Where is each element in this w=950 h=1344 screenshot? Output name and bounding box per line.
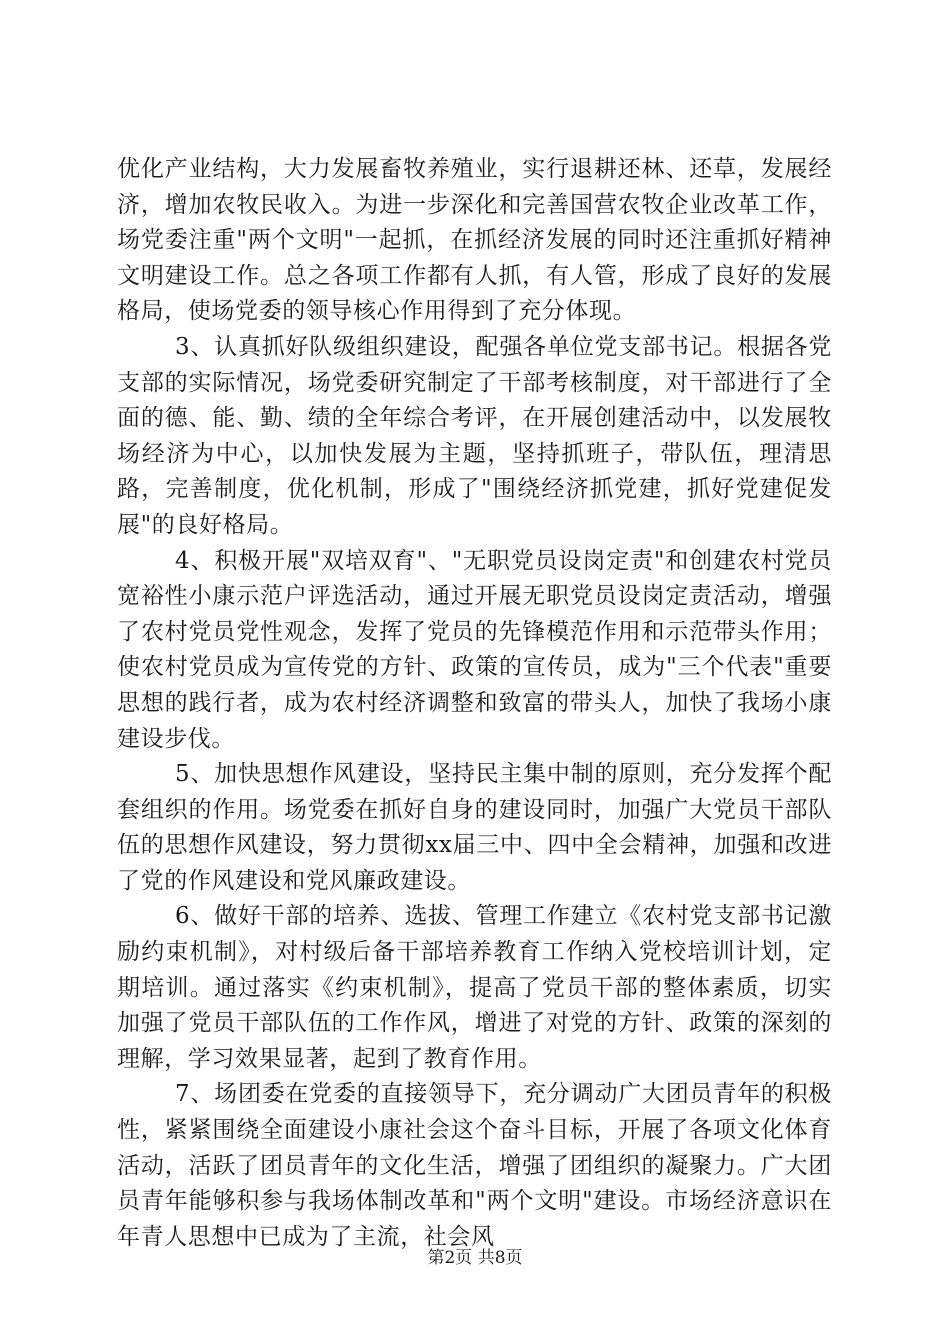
paragraph-1: 优化产业结构，大力发展畜牧养殖业，实行退耕还林、还草，发展经济，增加农牧民收入。为进一步深化和完善国营农牧企业改革工作，场党委注重"两个文明"一起抓，在抓经济发展的同时还注重抓好精神文明建设工作。总之各项工作都有人抓，有人管，形成了良好的发展格局，使场党委的领导核心作用得到了充分体现。: [117, 156, 832, 325]
paragraph-5: 6、做好干部的培养、选拔、管理工作建立《农村党支部书记激励约束机制》，对村级后备干部培养教育工作纳入党校培训计划，定期培训。通过落实《约束机制》，提高了党员干部的整体素质，切实加强了党员干部队伍的工作作风，增进了对党的方针、政策的深刻的理解，学习效果显著，起到了教育作用。: [117, 903, 832, 1072]
paragraph-4: 5、加快思想作风建设，坚持民主集中制的原则，充分发挥个配套组织的作用。场党委在抓好自身的建设同时，加强广大党员干部队伍的思想作风建设，努力贯彻xx届三中、四中全会精神，加强和改进了党的作风建设和党风廉政建设。: [117, 761, 832, 894]
paragraph-2: 3、认真抓好队级组织建设，配强各单位党支部书记。根据各党支部的实际情况，场党委研究制定了干部考核制度，对干部进行了全面的德、能、勤、绩的全年综合考评，在开展创建活动中，以发展牧场经济为中心，以加快发展为主题，坚持抓班子，带队伍，理清思路，完善制度，优化机制，形成了"围绕经济抓党建，抓好党建促发展"的良好格局。: [117, 333, 832, 538]
document-body: [117, 152, 832, 1255]
paragraph-3: 4、积极开展"双培双育"、"无职党员设岗定责"和创建农村党员宽裕性小康示范户评选活动，通过开展无职党员设岗定责活动，增强了农村党员党性观念，发挥了党员的先锋模范作用和示范带头作用；使农村党员成为宣传党的方针、政策的宣传员，成为"三个代表"重要思想的践行者，成为农村经济调整和致富的带头人，加快了我场小康建设步伐。: [117, 547, 832, 752]
paragraph-6: 7、场团委在党委的直接领导下，充分调动广大团员青年的积极性，紧紧围绕全面建设小康社会这个奋斗目标，开展了各项文化体育活动，活跃了团员青年的文化生活，增强了团组织的凝聚力。广大团员青年能够积参与我场体制改革和"两个文明"建设。市场经济意识在年青人思想中已成为了主流，社会风: [117, 1081, 832, 1250]
page-footer: 第2页 共8页: [427, 1248, 523, 1268]
